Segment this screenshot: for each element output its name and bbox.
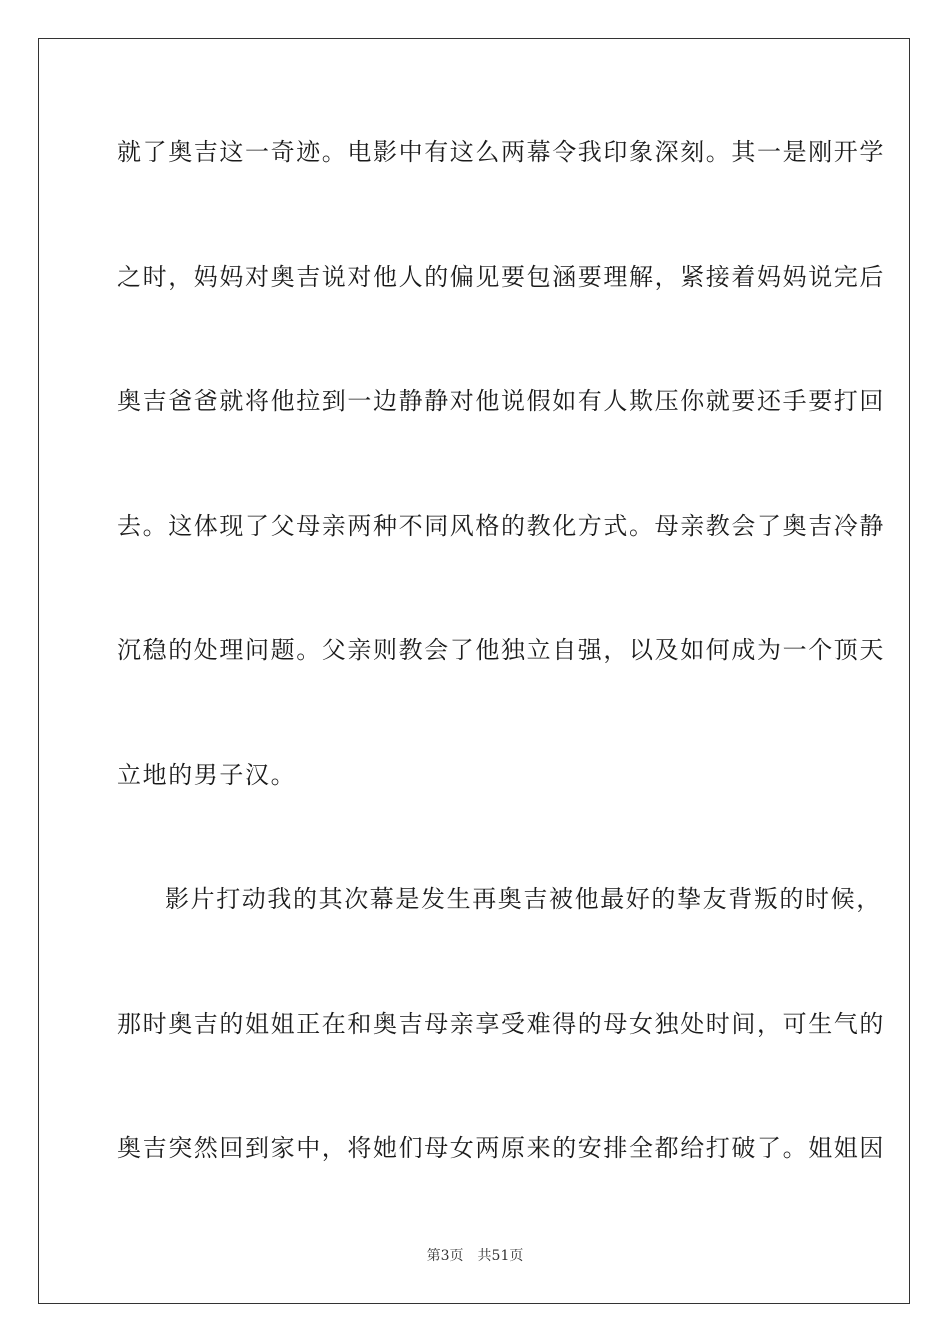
text-line-4: 去。这体现了父母亲两种不同风格的教化方式。母亲教会了奥吉冷静 bbox=[117, 511, 885, 540]
text-line-2: 之时，妈妈对奥吉说对他人的偏见要包涵要理解，紧接着妈妈说完后 bbox=[117, 262, 885, 291]
text-line-7: 影片打动我的其次幕是发生再奥吉被他最好的挚友背叛的时候， bbox=[165, 885, 882, 913]
page-footer bbox=[0, 1245, 950, 1265]
text-line-3: 奥吉爸爸就将他拉到一边静静对他说假如有人欺压你就要还手要打回 bbox=[117, 387, 885, 415]
text-line-5: 沉稳的处理问题。父亲则教会了他独立自强，以及如何成为一个顶天 bbox=[117, 636, 885, 664]
document-body bbox=[117, 127, 885, 1248]
text-line-1: 就了奥吉这一奇迹。电影中有这么两幕令我印象深刻。其一是刚开学 bbox=[117, 138, 885, 166]
text-line-8: 那时奥吉的姐姐正在和奥吉母亲享受难得的母女独处时间，可生气的 bbox=[117, 1009, 885, 1038]
text-line-6: 立地的男子汉。 bbox=[117, 760, 297, 789]
page-number: 第3页 bbox=[426, 1248, 464, 1264]
total-pages: 共51页 bbox=[477, 1248, 524, 1264]
text-line-9: 奥吉突然回到家中，将她们母女两原来的安排全都给打破了。姐姐因 bbox=[117, 1134, 885, 1162]
